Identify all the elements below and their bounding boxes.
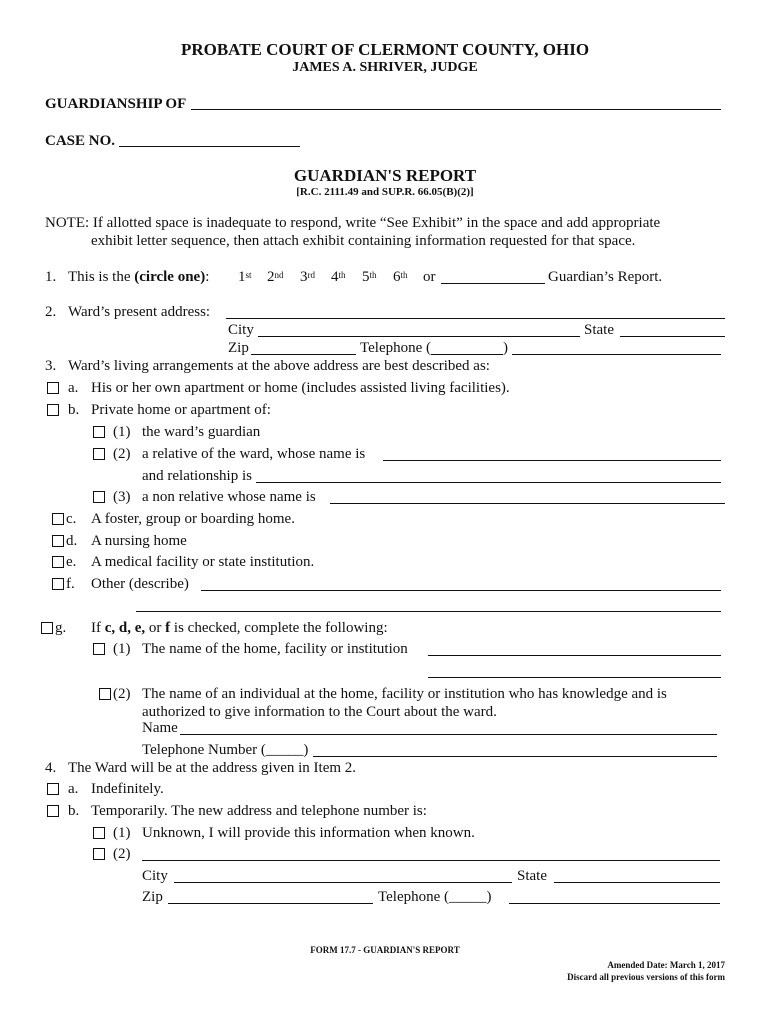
item-4-text: The Ward will be at the address given in Item 2. xyxy=(68,760,357,776)
item-3b-letter: b. xyxy=(68,402,80,418)
case-number-field[interactable] xyxy=(119,146,300,147)
item-3d-letter: d. xyxy=(66,533,78,549)
item-3a-checkbox[interactable] xyxy=(47,382,59,394)
item-3e-text: A medical facility or state institution. xyxy=(91,554,315,570)
ordinal-6th[interactable]: 6th xyxy=(393,269,408,285)
facility-name-field[interactable] xyxy=(428,655,721,656)
item-3f-checkbox[interactable] xyxy=(52,578,64,590)
relationship-field[interactable] xyxy=(256,482,721,483)
ordinal-5th[interactable]: 5th xyxy=(362,269,377,285)
item-4a-checkbox[interactable] xyxy=(47,783,59,795)
item-3g2-checkbox[interactable] xyxy=(99,688,111,700)
discard-notice: Discard all previous versions of this form xyxy=(567,972,725,982)
contact-name-field[interactable] xyxy=(180,734,717,735)
item-3g2-text: The name of an individual at the home, facility or institution who has knowledge and is xyxy=(142,686,667,702)
item-3g2-num: (2) xyxy=(113,686,131,702)
report-number-field[interactable] xyxy=(441,283,545,284)
amended-date: Amended Date: March 1, 2017 xyxy=(607,960,725,970)
note-line-2: exhibit letter sequence, then attach exhibit containing information requested for that space. xyxy=(91,233,636,249)
item-3b1-num: (1) xyxy=(113,424,131,440)
item-3f-letter: f. xyxy=(66,576,75,592)
or-label: or xyxy=(423,269,436,285)
other-describe-field-2[interactable] xyxy=(136,611,721,612)
item-4b1-checkbox[interactable] xyxy=(93,827,105,839)
item-2-text: Ward’s present address: xyxy=(68,304,211,320)
item-4b1-num: (1) xyxy=(113,825,131,841)
zip-label: Zip xyxy=(228,340,249,356)
item-3b-checkbox[interactable] xyxy=(47,404,59,416)
item-3g1-checkbox[interactable] xyxy=(93,643,105,655)
new-state-field[interactable] xyxy=(554,882,720,883)
item-4b-letter: b. xyxy=(68,803,80,819)
item-4b1-text: Unknown, I will provide this information when known. xyxy=(142,825,475,841)
new-zip-field[interactable] xyxy=(168,903,373,904)
item-3a-letter: a. xyxy=(68,380,79,396)
ward-street-field[interactable] xyxy=(226,318,725,319)
item-1-text: This is the (circle one): xyxy=(68,269,210,285)
contact-phone-label: Telephone Number (_____) xyxy=(142,742,309,758)
item-2-number: 2. xyxy=(45,304,57,320)
ward-state-field[interactable] xyxy=(620,336,725,337)
item-3a-text: His or her own apartment or home (includes assisted living facilities). xyxy=(91,380,510,396)
item-3-number: 3. xyxy=(45,358,57,374)
city-label: City xyxy=(228,322,254,338)
facility-name-field-2[interactable] xyxy=(428,677,721,678)
item-3b2-num: (2) xyxy=(113,446,131,462)
case-label: CASE NO. xyxy=(45,133,116,149)
item-3e-checkbox[interactable] xyxy=(52,556,64,568)
item-3c-text: A foster, group or boarding home. xyxy=(91,511,295,527)
item-4a-letter: a. xyxy=(68,781,79,797)
new-state-label: State xyxy=(517,868,547,884)
item-3e-letter: e. xyxy=(66,554,77,570)
item-3c-checkbox[interactable] xyxy=(52,513,64,525)
item-4-number: 4. xyxy=(45,760,57,776)
item-4a-text: Indefinitely. xyxy=(91,781,164,797)
item-3b3-text: a non relative whose name is xyxy=(142,489,316,505)
item-3g-checkbox[interactable] xyxy=(41,622,53,634)
item-3b2-checkbox[interactable] xyxy=(93,448,105,460)
circle-one-label: (circle one) xyxy=(134,269,206,285)
item-1-number: 1. xyxy=(45,269,57,285)
item-3f-text: Other (describe) xyxy=(91,576,189,592)
item-3-text: Ward’s living arrangements at the above address are best described as: xyxy=(68,358,490,374)
new-zip-label: Zip xyxy=(142,889,163,905)
judge-heading: JAMES A. SHRIVER, JUDGE xyxy=(292,60,478,75)
new-street-field[interactable] xyxy=(142,860,720,861)
item-3g1-text: The name of the home, facility or institution xyxy=(142,641,408,657)
item-4b-checkbox[interactable] xyxy=(47,805,59,817)
item-4b2-num: (2) xyxy=(113,846,131,862)
item-3b-text: Private home or apartment of: xyxy=(91,402,271,418)
item-4b-text: Temporarily. The new address and telephone number is: xyxy=(91,803,427,819)
item-3g-letter: g. xyxy=(55,620,67,636)
new-city-label: City xyxy=(142,868,168,884)
other-describe-field[interactable] xyxy=(201,590,721,591)
ordinal-1st[interactable]: 1st xyxy=(238,269,252,285)
item-3d-checkbox[interactable] xyxy=(52,535,64,547)
form-title: GUARDIAN'S REPORT xyxy=(293,166,477,185)
ordinal-2nd[interactable]: 2nd xyxy=(267,269,284,285)
note-line-1: NOTE: If allotted space is inadequate to respond, write “See Exhibit” in the space and add appropriate xyxy=(45,215,661,231)
ward-phone-field[interactable] xyxy=(512,354,721,355)
new-phone-field[interactable] xyxy=(509,903,720,904)
paren-close: ) xyxy=(503,340,508,356)
item-3b3-num: (3) xyxy=(113,489,131,505)
guardianship-field[interactable] xyxy=(191,109,721,110)
item-4b2-checkbox[interactable] xyxy=(93,848,105,860)
new-telephone-label: Telephone (_____) xyxy=(378,889,492,905)
guardianship-label: GUARDIANSHIP OF xyxy=(45,96,187,112)
contact-phone-field[interactable] xyxy=(313,756,717,757)
item-3b1-text: the ward’s guardian xyxy=(142,424,261,440)
item-3g2-text-2: authorized to give information to the Court about the ward. xyxy=(142,704,497,720)
form-footer: FORM 17.7 - GUARDIAN'S REPORT xyxy=(310,945,460,955)
court-heading: PROBATE COURT OF CLERMONT COUNTY, OHIO xyxy=(180,40,590,59)
item-3d-text: A nursing home xyxy=(91,533,187,549)
state-label: State xyxy=(584,322,614,338)
ward-city-field[interactable] xyxy=(258,336,580,337)
guardians-report-label: Guardian’s Report. xyxy=(548,269,663,285)
item-3b1-checkbox[interactable] xyxy=(93,426,105,438)
item-3g-text: If c, d, e, or f is checked, complete the following: xyxy=(91,620,388,636)
form-citation: [R.C. 2111.49 and SUP.R. 66.05(B)(2)] xyxy=(296,186,474,198)
ordinal-3rd[interactable]: 3rd xyxy=(300,269,315,285)
telephone-label: Telephone ( xyxy=(360,340,432,356)
ordinal-4th[interactable]: 4th xyxy=(331,269,346,285)
ward-area-code-field[interactable] xyxy=(431,354,503,355)
new-city-field[interactable] xyxy=(174,882,512,883)
non-relative-name-field[interactable] xyxy=(330,503,725,504)
item-3g1-num: (1) xyxy=(113,641,131,657)
item-3b2-text: a relative of the ward, whose name is xyxy=(142,446,366,462)
contact-name-label: Name xyxy=(142,720,178,736)
relative-name-field[interactable] xyxy=(383,460,721,461)
item-3b3-checkbox[interactable] xyxy=(93,491,105,503)
ward-zip-field[interactable] xyxy=(251,354,356,355)
relationship-label: and relationship is xyxy=(142,468,252,484)
item-3c-letter: c. xyxy=(66,511,77,527)
